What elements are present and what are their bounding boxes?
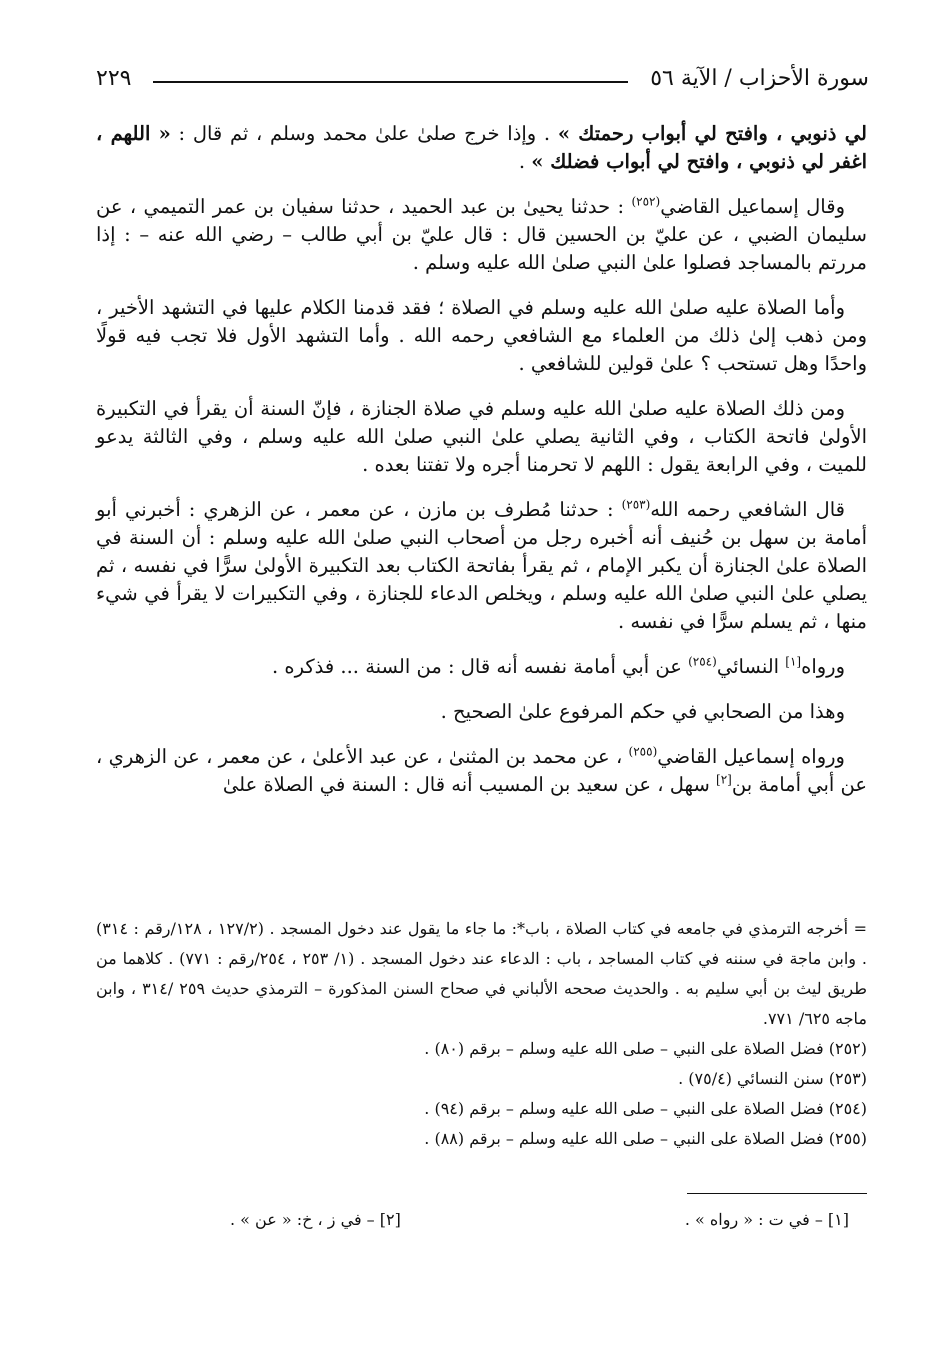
text-run: قال الشافعي رحمه الله xyxy=(650,498,845,521)
running-header xyxy=(96,58,869,98)
footnote-item: (٢٥٢) فضل الصلاة على النبي – صلى الله عليه وسلم – برقم (٨٠) . xyxy=(424,1039,867,1058)
text-run: عن أبي أمامة نفسه أنه قال : من السنة ... فذكره . xyxy=(271,655,689,678)
chapter-title: سورة الأحزاب / الآية ٥٦ xyxy=(650,65,869,91)
text-run: ، عن محمد بن المثنىٰ ، عن عبد الأعلىٰ ، عن معمر ، عن الزهري ، عن أبي أمامة بن xyxy=(96,745,867,796)
editor-note-ref: [٢] xyxy=(716,772,732,787)
footnote-item: (٢٥٣) سنن النسائي (٧٥/٤) . xyxy=(678,1069,867,1088)
footnote-ref: (٢٥٢) xyxy=(631,194,661,209)
editor-note-ref: [١] xyxy=(785,654,802,669)
text-run: : حدثنا يحيىٰ بن عبد الحميد ، حدثنا سفيان بن عمر التميمي ، عن سليمان الضبي ، عن عليّ بن الحسين قال : قال عليّ بن أبي طالب – رضي الله عنه – : إذا مررتم بالمساجد فصلوا علىٰ النبي صلىٰ الله عليه وسلم . xyxy=(96,195,867,274)
text-run: سهل ، عن سعيد بن المسيب أنه قال : السنة في الصلاة علىٰ xyxy=(222,773,717,796)
text-run: . وإذا خرج صلىٰ علىٰ محمد وسلم ، ثم قال : xyxy=(178,122,558,145)
footnotes xyxy=(96,914,867,1154)
notes-separator xyxy=(687,1193,867,1194)
text-run: النسائي xyxy=(716,655,786,678)
footnote-continuation: = أخرجه الترمذي في جامعه في كتاب الصلاة ، باب*: ما جاء ما يقول عند دخول المسجد . (١٢٧/٢ ، ١٢٨/رقم : ٣١٤) . وابن ماجة في سننه في كتاب المساجد ، باب : الدعاء عند دخول المسجد . (١/ ٢٥٣ ، ٢٥٤/رقم : ٧٧١) . كلاهما من طريق ليث بن أبي سليم به . والحديث صححه الألباني في صحاح السنن المذكورة – الترمذي حديث ٢٥٩ /٣١٤ ، وابن ماجه ٦٢٥/ ٧٧١. xyxy=(96,919,867,1028)
header-rule xyxy=(153,81,628,83)
text-run: ورواه إسماعيل القاضي xyxy=(657,745,845,768)
footnote-ref: (٢٥٥) xyxy=(628,744,658,759)
editor-note-2: [٢] – في ز ، خ: « عن » . xyxy=(230,1210,401,1229)
text-run: : حدثنا مُطرف بن مازن ، عن معمر ، عن الزهري : أخبرني أبو أمامة بن سهل بن حُنيف أنه أخبره رجل من أصحاب النبي صلىٰ الله عليه وسلم : أن السنة في الصلاة علىٰ الجنازة أن يكبر الإمام ، ثم يقرأ بفاتحة الكتاب بعد التكبيرة الأولىٰ سرًّا في نفسه ، ثم يصلي علىٰ النبي صلىٰ الله عليه وسلم ، ويخلص الدعاء للجنازة ، وفي التكبيرات لا يقرأ في شيء منها ، ثم يسلم سرًّا في نفسه . xyxy=(96,498,867,633)
paragraph-7: وهذا من الصحابي في حكم المرفوع علىٰ الصحيح . xyxy=(440,700,845,723)
paragraph-1 xyxy=(96,120,867,176)
footnote-item: (٢٥٥) فضل الصلاة على النبي – صلى الله عليه وسلم – برقم (٨٨) . xyxy=(424,1129,867,1148)
text-run: وقال إسماعيل القاضي xyxy=(660,195,845,218)
text-run: ورواه xyxy=(801,655,845,678)
paragraph-4: ومن ذلك الصلاة عليه صلىٰ الله عليه وسلم في صلاة الجنازة ، فإنّ السنة أن يقرأ في التكبيرة الأولىٰ فاتحة الكتاب ، وفي الثانية يصلي علىٰ النبي صلىٰ الله عليه وسلم ، وفي الثالثة يدعو للميت ، وفي الرابعة يقول : اللهم لا تحرمنا أجره ولا تفتنا بعده . xyxy=(96,397,867,476)
footnote-item: (٢٥٤) فضل الصلاة على النبي – صلى الله عليه وسلم – برقم (٩٤) . xyxy=(424,1099,867,1118)
page-number: ٢٢٩ xyxy=(96,65,132,91)
main-text xyxy=(96,120,867,816)
paragraph-3: وأما الصلاة عليه صلىٰ الله عليه وسلم في الصلاة ؛ فقد قدمنا الكلام عليها في التشهد الأخير ، ومن ذهب إلىٰ ذلك من العلماء مع الشافعي رحمه الله . وأما التشهد الأول فلا تجب فيه قولًا واحدًا وهل تستحب ؟ علىٰ قولين للشافعي . xyxy=(96,296,867,375)
text-run: . xyxy=(518,150,532,173)
editor-notes xyxy=(230,1210,849,1229)
paragraph-6 xyxy=(96,653,867,681)
footnote-ref: (٢٥٤) xyxy=(688,654,717,669)
bold-quote: لي ذنوبي ، وافتح لي أبواب رحمتك » xyxy=(557,122,867,145)
paragraph-5 xyxy=(96,496,867,636)
editor-note-1: [١] – في ت : « رواه » . xyxy=(684,1210,849,1229)
paragraph-8 xyxy=(96,743,867,799)
footnote-ref: (٢٥٣) xyxy=(621,497,651,512)
bold-quote: « اللهم ، اغفر لي ذنوبي ، وافتح لي أبواب فضلك » xyxy=(96,122,867,173)
paragraph-2 xyxy=(96,193,867,277)
